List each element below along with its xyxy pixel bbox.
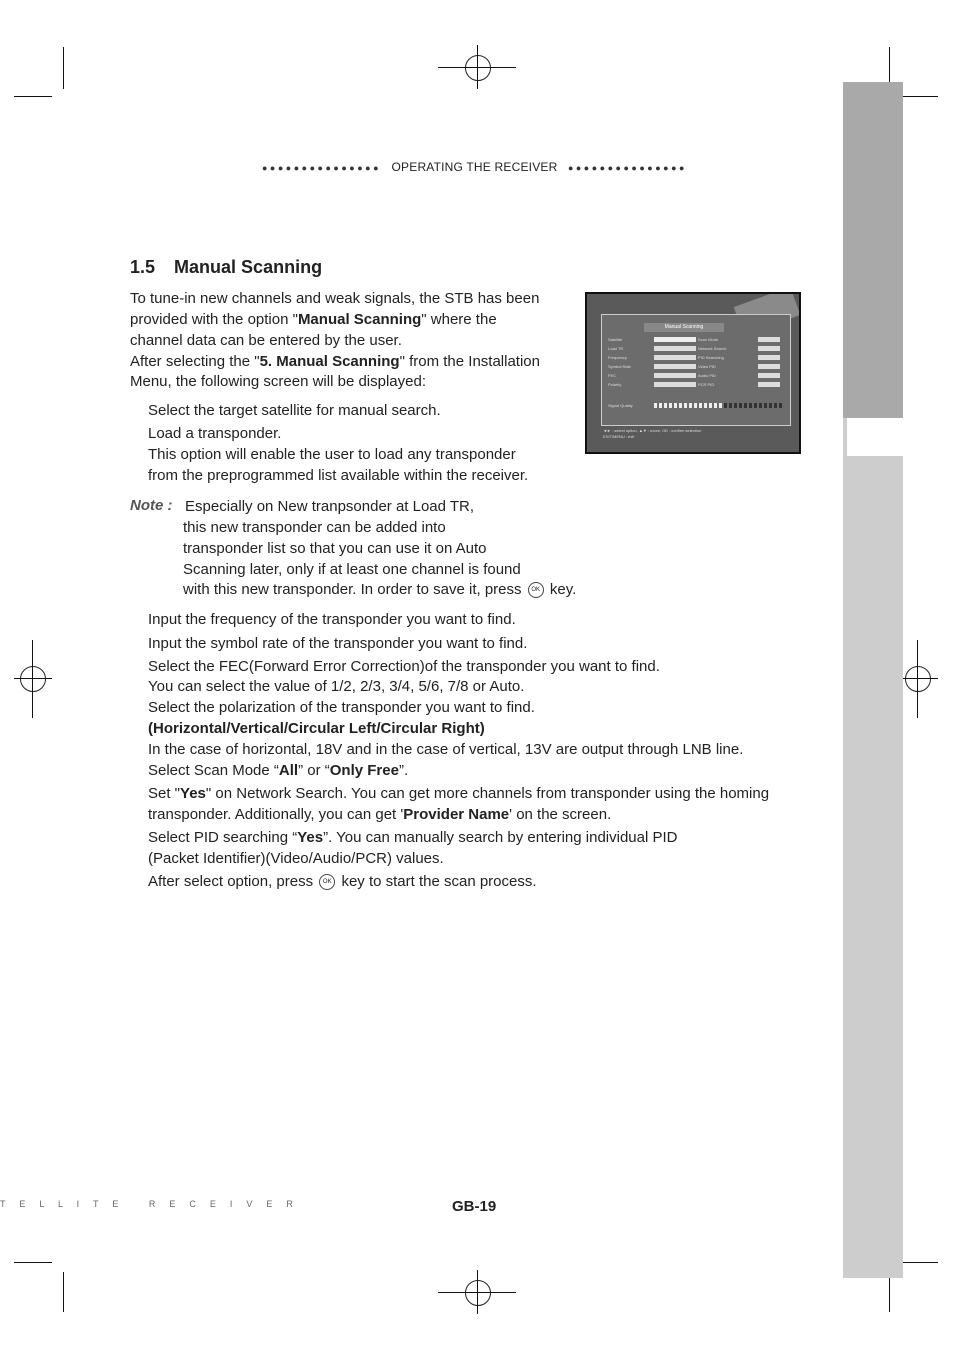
osd-footer: ◄► : select option, ▲▼ : move, OK : confirm selection EXIT/MENU : exit	[603, 428, 702, 439]
page-number: GB-19	[452, 1198, 497, 1215]
intro-line: To tune-in new channels and weak signals, the STB has been	[130, 290, 540, 307]
osd-row: FEC Audio PID	[608, 373, 784, 379]
running-footer: T E L L I T E R E C E I V E R	[0, 1199, 296, 1209]
side-tab-gap	[847, 418, 903, 456]
manual-scanning-screenshot	[585, 292, 801, 454]
item-fec: Select the FEC(Forward Error Correction)of the transponder you want to find.	[148, 658, 660, 675]
note-line: this new transponder can be added into	[183, 519, 446, 536]
section-number: 1.5	[130, 257, 156, 277]
intro-line: channel data can be entered by the user.	[130, 332, 402, 349]
item-pid-search: (Packet Identifier)(Video/Audio/PCR) values.	[148, 850, 444, 867]
item-fec-values: You can select the value of 1/2, 2/3, 3/4, 5/6, 7/8 or Auto.	[148, 678, 525, 695]
crop-mark	[14, 96, 52, 97]
note-line: Especially on New tranpsonder at Load TR,	[185, 498, 475, 515]
osd-title: Manual Scanning	[644, 323, 724, 332]
registration-mark-bottom	[465, 1280, 491, 1306]
item-scan-mode: Select Scan Mode “All” or “Only Free”.	[148, 762, 409, 779]
item-polarization-options: (Horizontal/Vertical/Circular Left/Circular Right)	[148, 720, 485, 737]
osd-row: Symbol Rate Video PID	[608, 364, 784, 370]
osd-row: Load TR Network Search	[608, 346, 784, 352]
osd-row: Frequency PID Searching	[608, 355, 784, 361]
osd-row: Polarity PCR PID	[608, 382, 784, 388]
crop-mark	[900, 678, 938, 679]
note-line: with this new transponder. In order to save it, press OK key.	[183, 581, 577, 598]
item-symbol-rate: Input the symbol rate of the transponder you want to find.	[148, 635, 528, 652]
crop-mark	[32, 640, 33, 718]
item-polarization: Select the polarization of the transponder you want to find.	[148, 699, 535, 716]
note-line: transponder list so that you can use it on Auto	[183, 540, 487, 557]
registration-mark-top	[465, 55, 491, 81]
item-load-desc: This option will enable the user to load any transponder	[148, 446, 516, 463]
crop-mark	[63, 1272, 64, 1312]
registration-mark-left	[20, 666, 46, 692]
section-heading	[130, 257, 322, 278]
section-title: Manual Scanning	[174, 257, 323, 277]
crop-mark	[14, 1262, 52, 1263]
intro-line: After selecting the "5. Manual Scanning" from the Installation	[130, 353, 540, 370]
crop-mark	[477, 45, 478, 89]
running-header	[262, 158, 694, 174]
intro-line: provided with the option "Manual Scanning" where the	[130, 311, 497, 328]
item-load-tp: Load a transponder.	[148, 425, 282, 442]
header-dots-left: ●●●●●●●●●●●●●●●	[262, 163, 382, 173]
osd-row: Satellite Scan Mode	[608, 337, 784, 343]
item-network-search: Set "Yes" on Network Search. You can get more channels from transponder using the homing	[148, 785, 770, 802]
item-polarization-desc: In the case of horizontal, 18V and in the case of vertical, 13V are output through LNB line.	[148, 741, 744, 758]
side-tab-dark	[843, 82, 903, 418]
osd-menu-panel	[601, 314, 791, 426]
crop-mark	[63, 47, 64, 89]
side-tab-light	[843, 418, 903, 1278]
item-load-desc: from the preprogrammed list available within the receiver.	[148, 467, 529, 484]
crop-mark	[900, 96, 938, 97]
registration-mark-right	[905, 666, 931, 692]
item-network-search: transponder. Additionally, you can get 'Provider Name' on the screen.	[148, 806, 612, 823]
osd-signal-row: Signal Quality	[608, 403, 784, 409]
crop-mark	[14, 678, 52, 679]
note-label: Note :	[130, 497, 173, 514]
crop-mark	[900, 1262, 938, 1263]
intro-line: Menu, the following screen will be displayed:	[130, 373, 426, 390]
item-frequency: Input the frequency of the transponder you want to find.	[148, 611, 516, 628]
header-dots-right: ●●●●●●●●●●●●●●●	[567, 163, 687, 173]
item-start-scan: After select option, press OK key to start the scan process.	[148, 873, 537, 890]
header-title: OPERATING THE RECEIVER	[391, 160, 558, 174]
ok-key-icon: OK	[528, 582, 544, 598]
crop-mark	[917, 640, 918, 718]
item-pid-search: Select PID searching “Yes”. You can manually search by entering individual PID	[148, 829, 678, 846]
note-line: Scanning later, only if at least one channel is found	[183, 561, 521, 578]
ok-key-icon: OK	[319, 874, 335, 890]
crop-mark	[477, 1270, 478, 1314]
crop-mark	[889, 1272, 890, 1312]
item-satellite: Select the target satellite for manual search.	[148, 402, 441, 419]
